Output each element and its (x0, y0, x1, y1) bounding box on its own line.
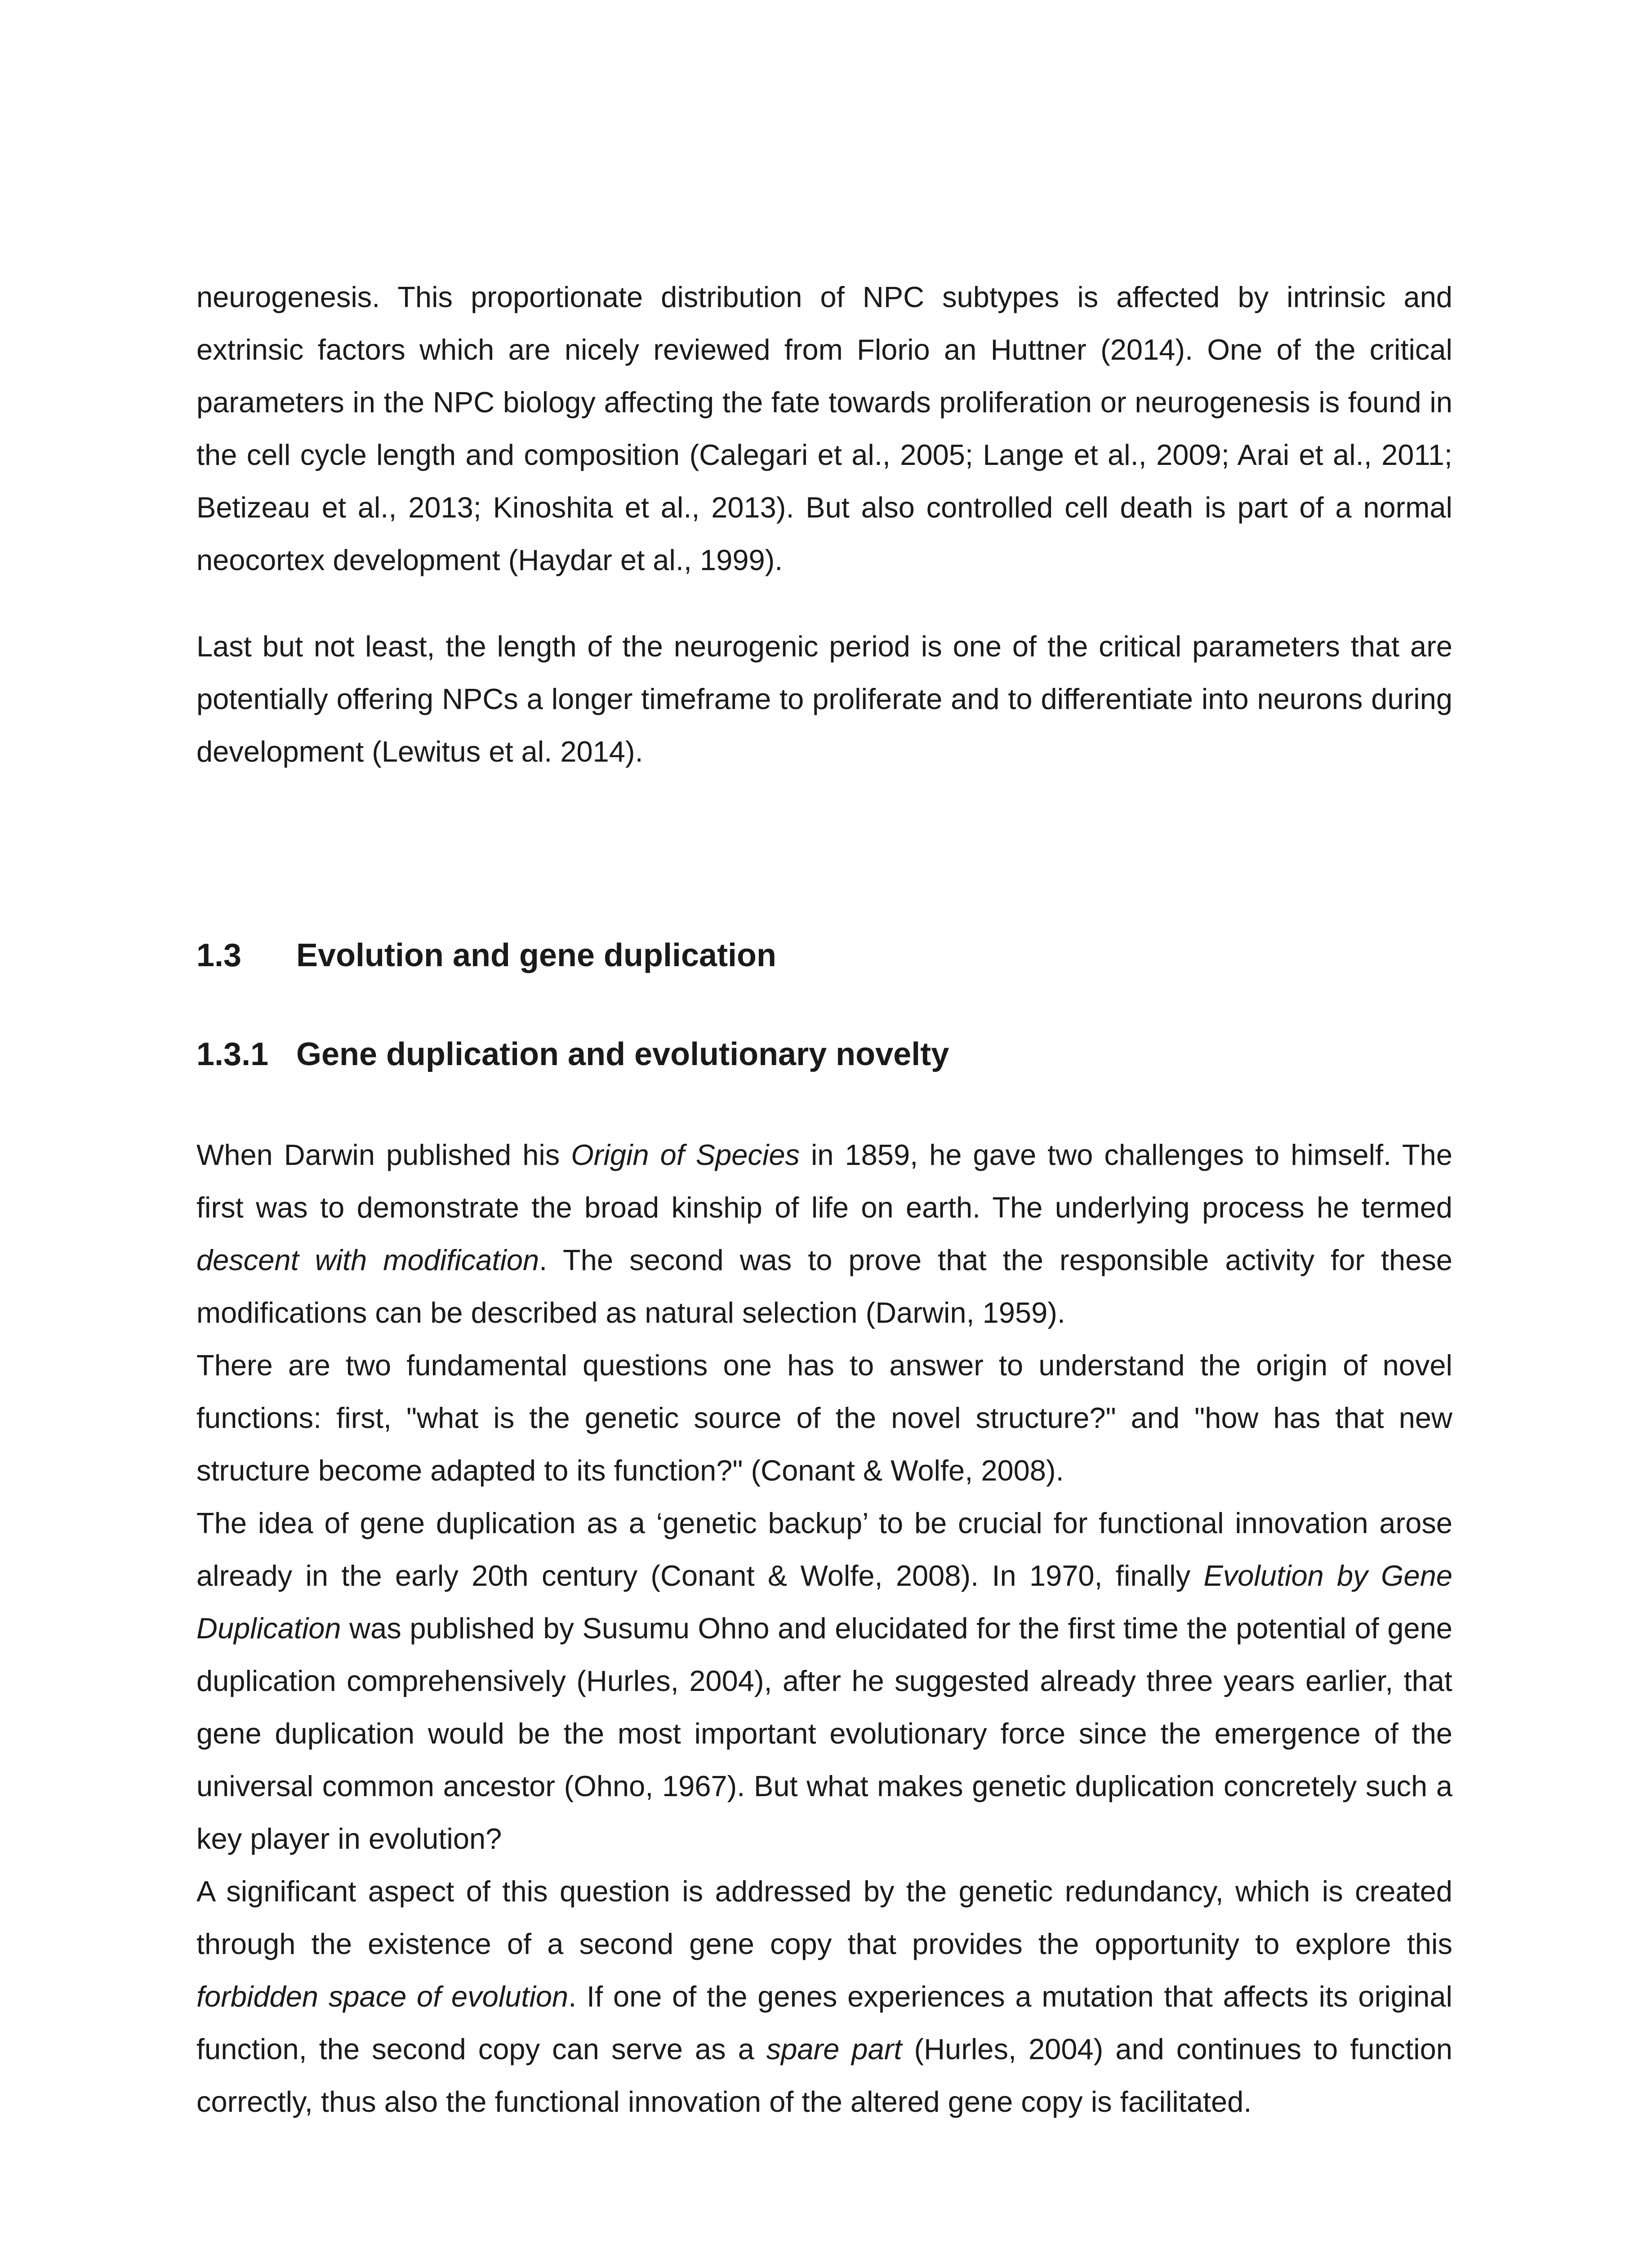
italic-term: forbidden space of evolution (196, 1980, 569, 2013)
section-number: 1.3 (196, 937, 242, 973)
text-run: The idea of gene duplication as a ‘genetic backup’ to be crucial for functional innovation arose already in the early 20th century (Conant & Wolfe, 2008). In 1970, finally (196, 1507, 1452, 1592)
text-run: was published by Susumu Ohno and elucidated for the first time the potential of gene duplication comprehensively (Hurles, 2004), after he suggested already three years earlier, that gene duplication would be the most important evolutionary force since the emergence of the universal common ancestor (Ohno, 1967). But what makes genetic duplication concretely such a key player in evolution? (196, 1612, 1452, 1855)
italic-term: spare part (766, 2033, 902, 2065)
text-run: When Darwin published his (196, 1138, 571, 1171)
text-run: (Hurles, 2004) and continues to function correctly, thus also the functional innovation of the altered gene copy is facilitated. (196, 2033, 1452, 2118)
text-run: A significant aspect of this question is addressed by the genetic redundancy, which is created through the existence of a second gene copy that provides the opportunity to explore this (196, 1875, 1452, 1960)
text-run: in 1859, he gave two challenges to himself. The first was to demonstrate the broad kinship of life on earth. The underlying process he termed (196, 1138, 1452, 1224)
section-title: Evolution and gene duplication (296, 937, 777, 973)
section-heading (196, 933, 1452, 978)
subsection-title: Gene duplication and evolutionary novelty (296, 1036, 949, 1072)
italic-term: descent with modification (196, 1244, 539, 1276)
paragraph-fundamental-questions: There are two fundamental questions one has to answer to understand the origin of novel functions: first, "what is the genetic source of the novel structure?" and "how has that new structure become adapted to its function?" (Conant & Wolfe, 2008). (196, 1349, 1452, 1487)
subsection-number: 1.3.1 (196, 1036, 269, 1072)
italic-title: Origin of Species (571, 1138, 800, 1171)
paragraph-darwin (196, 1128, 1452, 1339)
paragraph-gene-duplication-idea (196, 1497, 1452, 1865)
text-run: . If one of the genes experiences a mutation that affects its original function, the second copy can serve as a (196, 1980, 1453, 2065)
paragraph-neurogenesis: neurogenesis. This proportionate distribution of NPC subtypes is affected by intrinsic and extrinsic factors which are nicely reviewed from Florio an Huttner (2014). One of the critical parameters in the NPC biology affecting the fate towards proliferation or neurogenesis is found in the cell cycle length and composition (Calegari et al., 2005; Lange et al., 2009; Arai et al., 2011; Betizeau et al., 2013; Kinoshita et al., 2013). But also controlled cell death is part of a normal neocortex development (Haydar et al., 1999). (196, 281, 1452, 576)
italic-title: Evolution by Gene Duplication (196, 1559, 1452, 1645)
paragraph-genetic-redundancy (196, 1865, 1452, 2128)
paragraph-neurogenic-period: Last but not least, the length of the neurogenic period is one of the critical parameters that are potentially offering NPCs a longer timeframe to proliferate and to differentiate into neurons during development (Lewitus et al. 2014). (196, 630, 1452, 768)
subsection-heading (196, 1032, 1452, 1077)
text-run: . The second was to prove that the responsible activity for these modifications can be described as natural selection (Darwin, 1959). (196, 1244, 1452, 1329)
page-content (196, 271, 1452, 2128)
